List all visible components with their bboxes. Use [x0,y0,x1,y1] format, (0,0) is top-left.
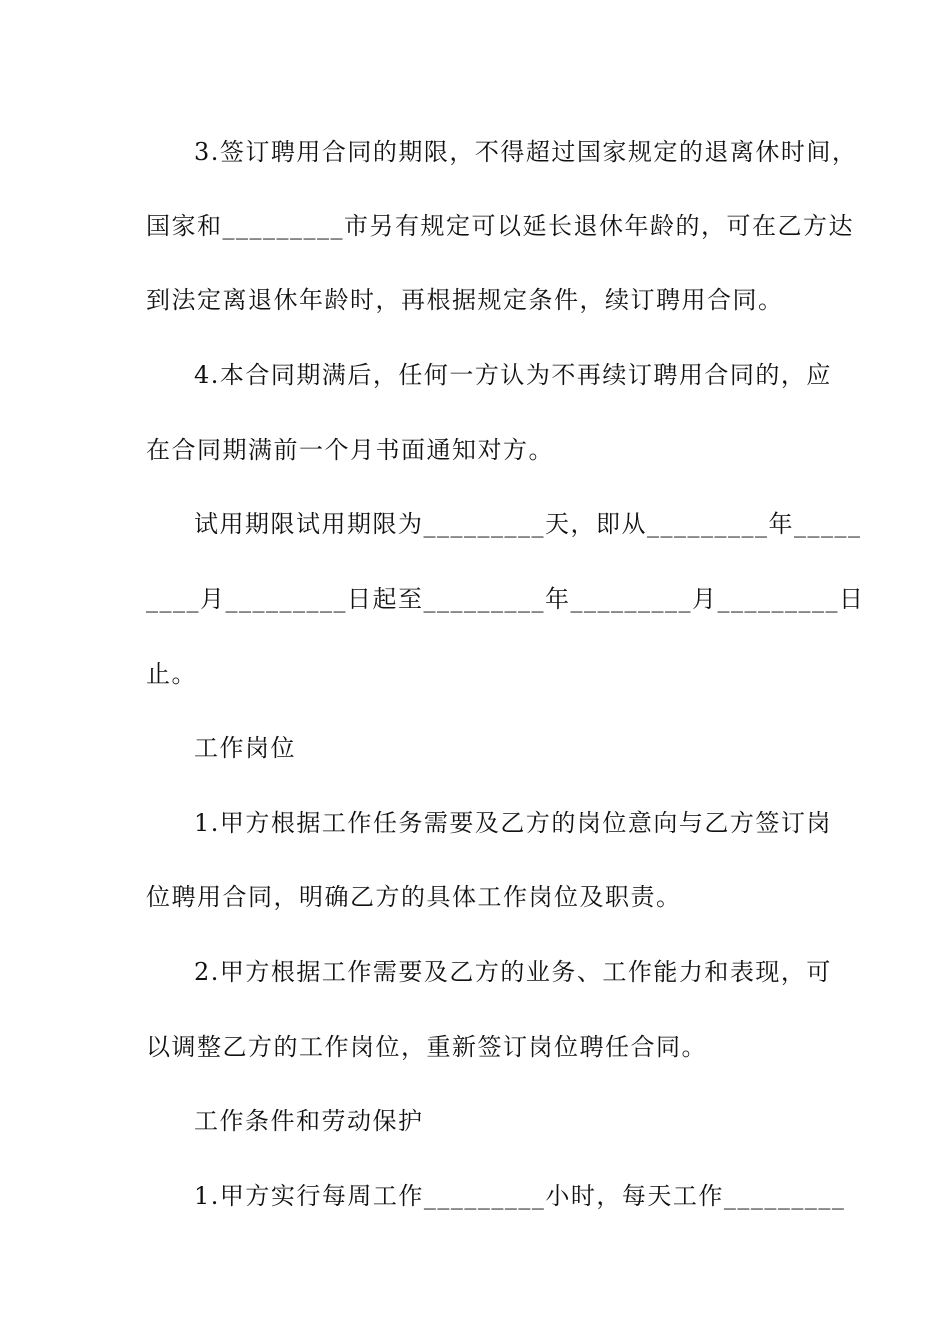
position-clause-2-line-2: 以调整乙方的工作岗位，重新签订岗位聘任合同。 [146,1033,707,1061]
probation-line-3: 止。 [146,660,197,688]
probation-line-2: ____月_________日起至_________年_________月_________日 [146,585,865,613]
clause-3-line-3: 到法定离退休年龄时，再根据规定条件，续订聘用合同。 [146,286,784,314]
probation-line-1: 试用期限试用期限为_________天，即从_________年_____ [194,510,862,538]
clause-3-line-1: 3.签订聘用合同的期限，不得超过国家规定的退离休时间， [194,138,858,166]
section-heading-work-position: 工作岗位 [194,734,296,762]
position-clause-1-line-2: 位聘用合同，明确乙方的具体工作岗位及职责。 [146,883,682,911]
clause-4-line-1: 4.本合同期满后，任何一方认为不再续订聘用合同的，应 [194,361,832,389]
clause-4-line-2: 在合同期满前一个月书面通知对方。 [146,436,554,464]
section-heading-working-conditions: 工作条件和劳动保护 [194,1107,424,1135]
clause-3-line-2: 国家和_________市另有规定可以延长退休年龄的，可在乙方达 [146,212,854,240]
conditions-clause-1-line-1: 1.甲方实行每周工作_________小时，每天工作_________ [194,1182,846,1210]
position-clause-2-line-1: 2.甲方根据工作需要及乙方的业务、工作能力和表现，可 [194,958,832,986]
position-clause-1-line-1: 1.甲方根据工作任务需要及乙方的岗位意向与乙方签订岗 [194,809,832,837]
